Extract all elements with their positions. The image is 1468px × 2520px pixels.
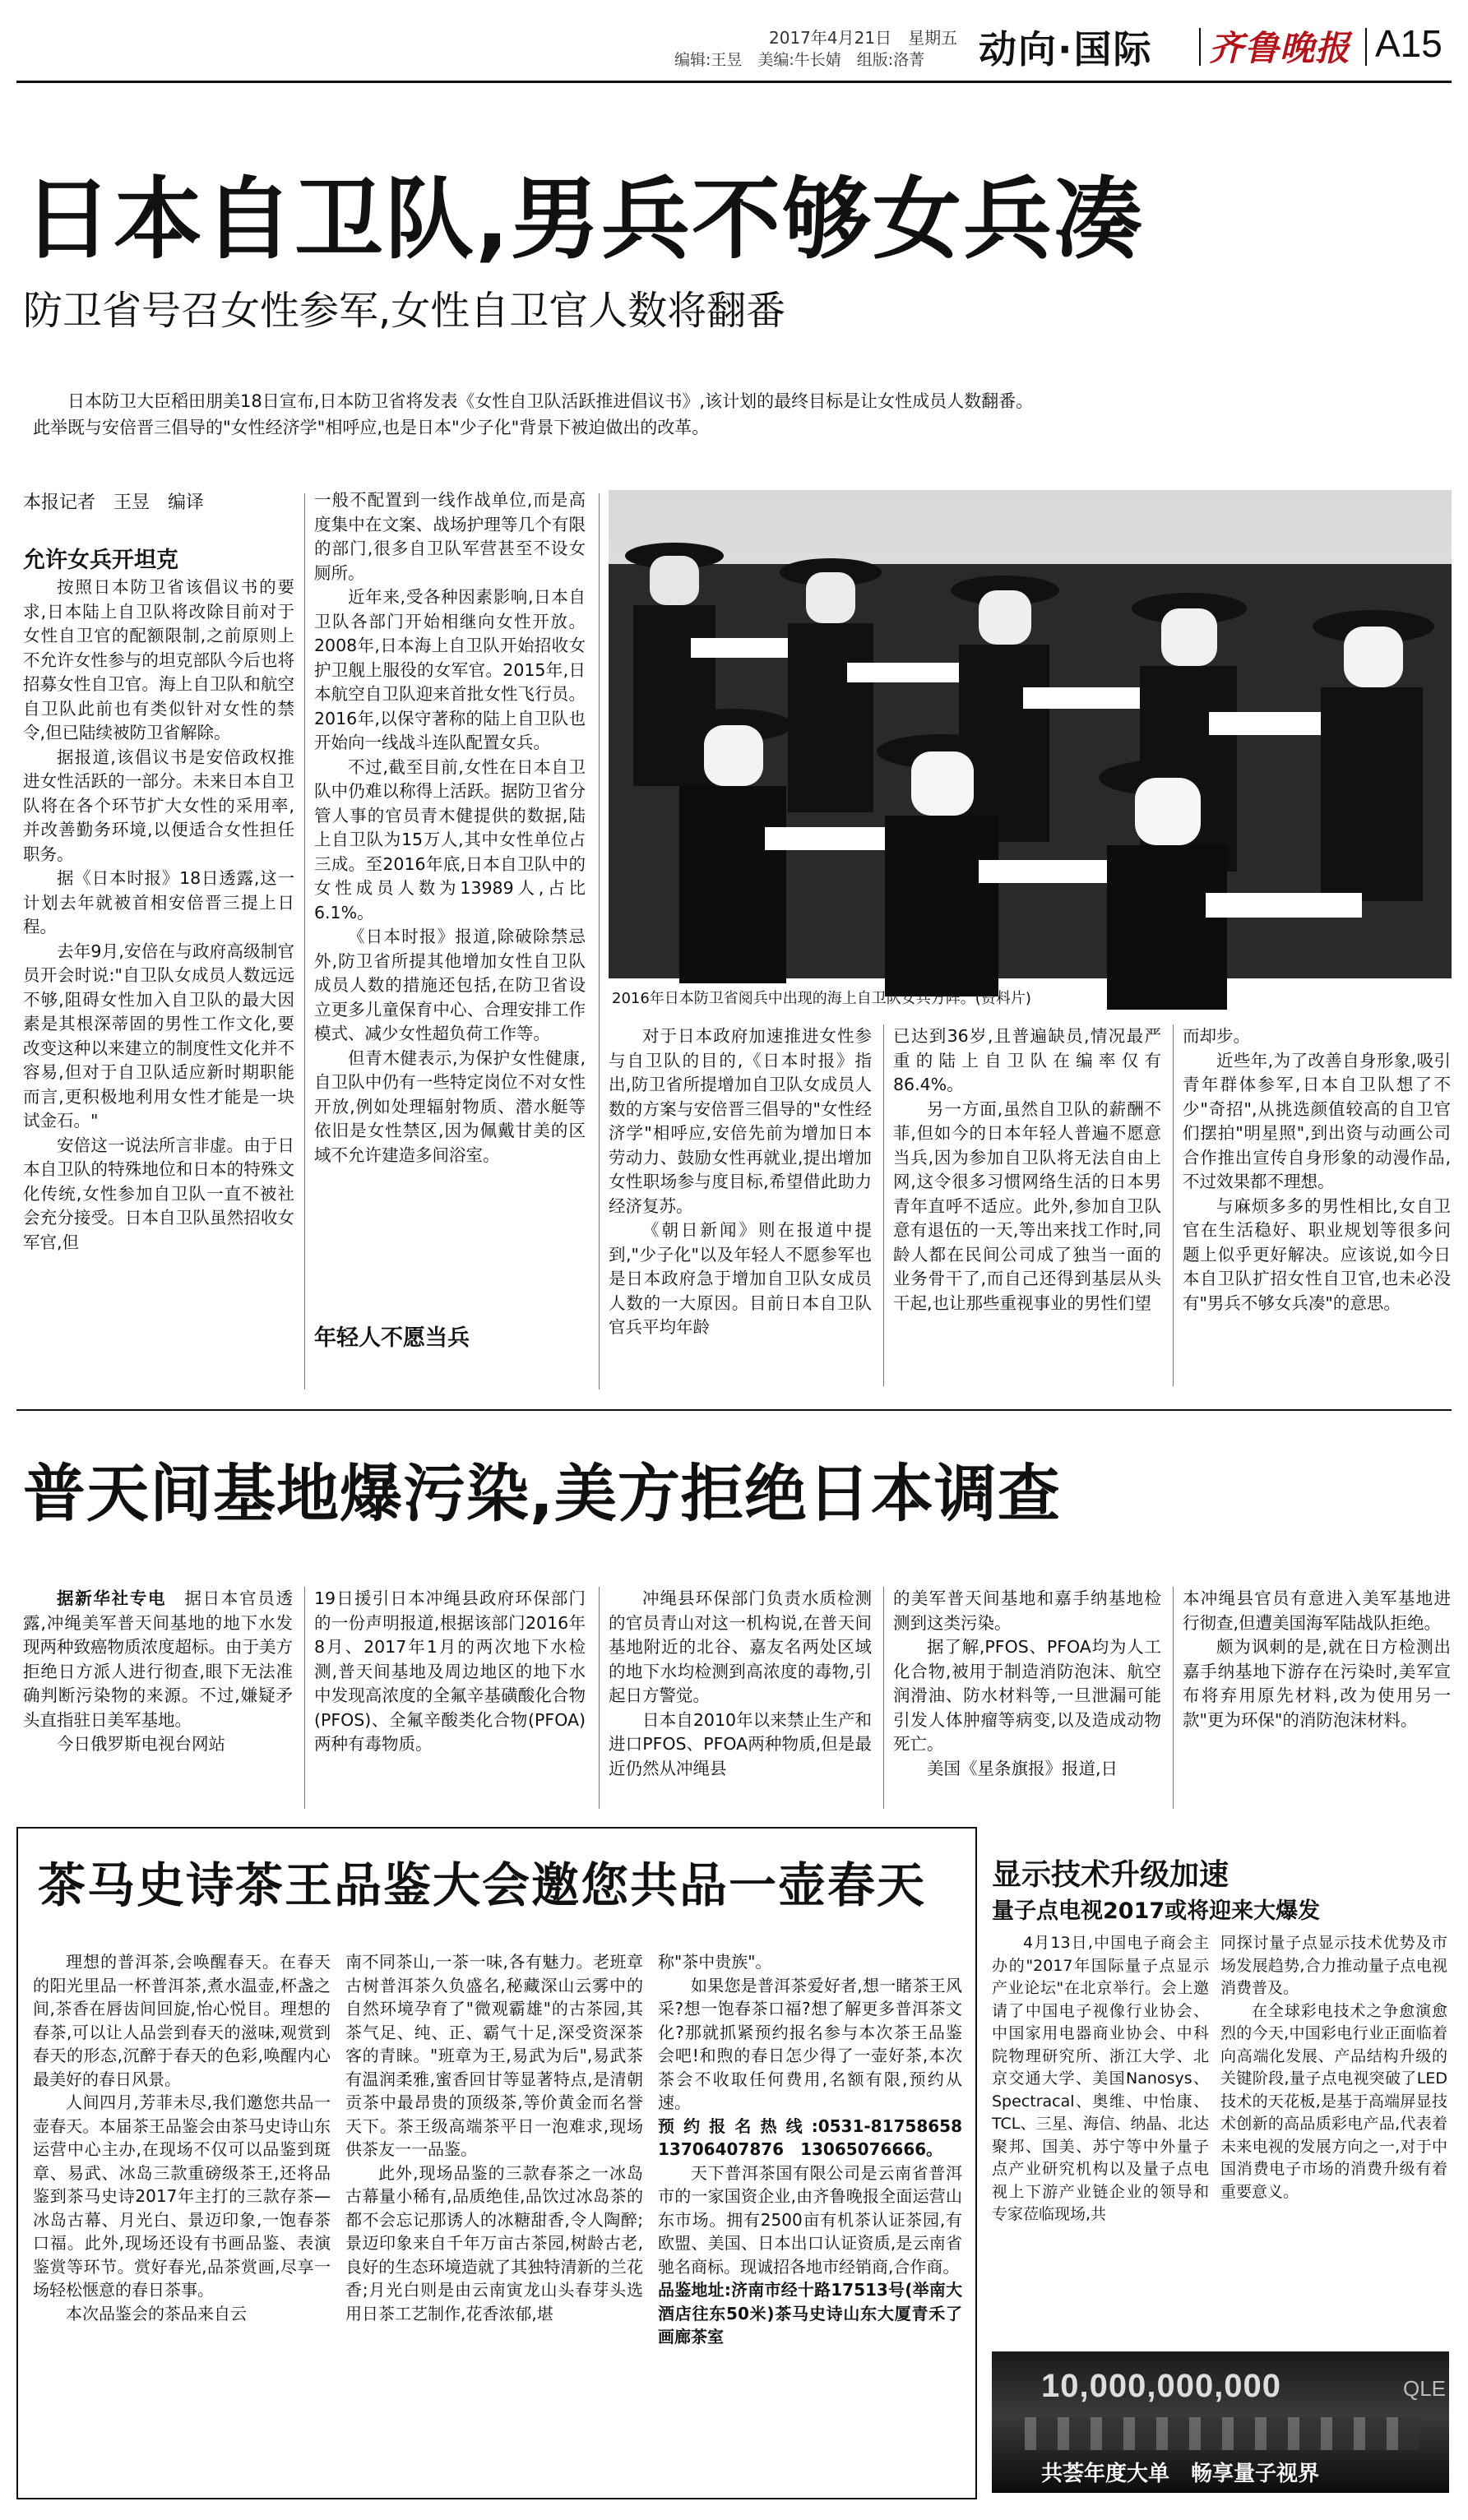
paragraph: 但青木健表示,为保护女性健康,自卫队中仍有一些特定岗位不对女性开放,例如处理辐射物质、潜水艇等依旧是女性禁区,因为佩戴甘美的区域不允许建造多间浴室。 xyxy=(314,1047,586,1165)
banner-stage-lights xyxy=(1025,2417,1419,2450)
page-number: A15 xyxy=(1375,22,1443,65)
paragraph: 在全球彩电技术之争愈演愈烈的今天,中国彩电行业正面临着向高端化发展、产品结构升级的关键阶段,量子点电视突破了LED技术的天花板,是基于高端屏显技术创新的高品质彩电产品,代表着未来电视的发展方向之一,对于中国消费电子市场的消费升级有着重要意义。 xyxy=(1220,2001,1447,2201)
paragraph: 据《日本时报》18日透露,这一计划去年就被首相安倍晋三提上日程。 xyxy=(23,868,294,936)
parade-photo xyxy=(609,490,1452,978)
address-label: 品鉴地址: xyxy=(658,2280,731,2300)
tea-ad-column-2 xyxy=(345,1950,643,2493)
paragraph: 如果您是普洱茶爱好者,想一睹茶王风采?想一饱春茶口福?想了解更多普洱茶文化?那就抓紧预约报名参与本次茶王品鉴会吧!和煦的春日怎少得了一壶好茶,本次茶会不收取任何费用,名额有限,预约从速。 xyxy=(658,1975,962,2112)
paragraph: 近些年,为了改善自身形象,吸引青年群体参军,日本自卫队想了不少"奇招",从挑选颜值较高的自卫官们摆拍"明星照",到出资与动画公司合作推出宣传自身形象的动漫作品,不过效果都不理想。 xyxy=(1183,1050,1451,1191)
paragraph: 称"茶中贵族"。 xyxy=(658,1952,772,1972)
paragraph: 而却步。 xyxy=(1183,1026,1250,1046)
paragraph: 一般不配置到一线作战单位,而是高度集中在文案、战场护理等几个有限的部门,很多自卫队军营甚至不设女厕所。 xyxy=(314,490,586,583)
paragraph: 另一方面,虽然自卫队的薪酬不菲,但如今的日本年轻人普遍不愿意当兵,因为参加自卫队将无法自由上网,这令很多习惯网络生活的日本男青年直呼不适应。此外,参加自卫队意有退伍的一天,等出来找工作时,同龄人都在民间公司成了独当一面的业务骨干了,而自己还得到基层从头干起,也让那些重视事业的男性们望 xyxy=(893,1098,1161,1313)
column-divider xyxy=(599,1587,600,1809)
hotline-label: 预约报名热线: xyxy=(658,2115,818,2136)
paragraph: 天下普洱茶国有限公司是云南省普洱市的一家国资企业,由齐鲁晚报全面运营山东市场。拥有2500亩有机茶认证茶园,有欧盟、美国、日本出口认证资质,是云南省驰名商标。现诚招各地市经销商,合作商。 xyxy=(658,2162,962,2277)
paragraph: 今日俄罗斯电视台网站 xyxy=(57,1734,225,1754)
tv-ad-subheadline: 量子点电视2017或将迎来大爆发 xyxy=(992,1898,1321,1924)
paragraph: 对于日本政府加速推进女性参与自卫队的目的,《日本时报》指出,防卫省所提增加自卫队女成员人数的方案与安倍晋三倡导的"女性经济学"相呼应,安倍先前为增加日本劳动力、鼓励女性再就业,提出增加女性职场参与度目标,希望借此助力经济复苏。 xyxy=(609,1026,872,1216)
tv-ad-column-2 xyxy=(1220,1932,1447,2343)
subhead-young-people: 年轻人不愿当兵 xyxy=(314,1325,470,1351)
tv-ad-banner xyxy=(992,2351,1449,2493)
paragraph: 据日本官员透露,冲绳美军普天间基地的地下水发现两种致癌物质浓度超标。由于美方拒绝日方派人进行彻查,眼下无法准确判断污染物的来源。不过,嫌疑矛头直指驻日美军基地。 xyxy=(23,1588,294,1730)
byline: 本报记者 王昱 编译 xyxy=(23,492,205,513)
editor-credits: 编辑:王昱 美编:牛长婧 组版:洛菁 xyxy=(674,51,925,69)
paragraph: 的美军普天间基地和嘉手纳基地检测到这类污染。 xyxy=(893,1588,1161,1633)
address: 济南市经十路17513号(举南大酒店往东50米)茶马史诗山东大厦青禾了画廊茶室 xyxy=(658,2280,962,2347)
paragraph: 冲绳县环保部门负责水质检测的官员青山对这一机构说,在普天间基地附近的北谷、嘉友名两处区域的地下水均检测到高浓度的毒物,引起日方警觉。 xyxy=(609,1588,872,1705)
paragraph: 颇为讽刺的是,就在日方检测出嘉手纳基地下游存在污染时,美军宣布将弃用原先材料,改为使用另一款"更为环保"的消防泡沫材料。 xyxy=(1183,1637,1451,1730)
tv-ad-headline: 显示技术升级加速 xyxy=(992,1858,1230,1892)
subhead-female-tanks: 允许女兵开坦克 xyxy=(23,548,178,573)
section-rule xyxy=(16,1409,1452,1411)
column-divider xyxy=(599,493,600,1389)
byline-2: 据新华社专电 xyxy=(57,1588,167,1608)
story1-column-4 xyxy=(893,1024,1161,1386)
column-divider xyxy=(883,1024,884,1386)
story2-column-1 xyxy=(23,1587,293,1809)
story1-column-1 xyxy=(23,546,294,1385)
headline-2: 普天间基地爆污染,美方拒绝日本调查 xyxy=(23,1457,1061,1530)
column-divider xyxy=(1173,1024,1174,1386)
banner-number: 10,000,000,000 xyxy=(1041,2368,1282,2404)
story1-column-5 xyxy=(1183,1024,1451,1386)
paragraph: 按照日本防卫省该倡议书的要求,日本陆上自卫队将改除目前对于女性自卫官的配额限制,之前原则上不允许女性参与的坦克部队今后也将招募女性自卫官。海上自卫队和航空自卫队此前也有类似针对女性的禁令,但已陆续被防卫省解除。 xyxy=(23,577,294,742)
paragraph: 据了解,PFOS、PFOA均为人工化合物,被用于制造消防泡沫、航空润滑油、防水材料等,一旦泄漏可能引发人体肿瘤等病变,以及造成动物死亡。 xyxy=(893,1637,1161,1754)
story1-column-3 xyxy=(609,1024,872,1386)
paragraph: 人间四月,芳菲未尽,我们邀您共品一壶春天。本届茶王品鉴会由茶马史诗山东运营中心主办,在现场不仅可以品鉴到斑章、易武、冰岛三款重磅级茶王,还将品鉴到茶马史诗2017年主打的三款存茶—冰岛古幕、月光白、景迈印象,一饱春茶口福。此外,现场还设有书画品鉴、表演鉴赏等环节。赏好春光,品茶赏画,尽享一场轻松惬意的春日茶事。 xyxy=(33,2092,331,2300)
paragraph: 19日援引日本冲绳县政府环保部门的一份声明报道,根据该部门2016年8月、2017年1月的两次地下水检测,普天间基地及周边地区的地下水中发现高浓度的全氟辛基磺酸化合物(PFOS)、全氟辛酸类化合物(PFOA)两种有毒物质。 xyxy=(314,1588,586,1754)
tea-ad-headline: 茶马史诗茶王品鉴大会邀您共品一壶春天 xyxy=(38,1857,927,1913)
story2-column-3 xyxy=(609,1587,872,1809)
paragraph: 本冲绳县官员有意进入美军基地进行彻查,但遭美国海军陆战队拒绝。 xyxy=(1183,1588,1451,1633)
column-divider xyxy=(883,1587,884,1809)
tea-ad-column-3 xyxy=(658,1950,979,2493)
story2-column-4 xyxy=(893,1587,1161,1809)
paragraph: 已达到36岁,且普遍缺员,情况最严重的陆上自卫队在编率仅有86.4%。 xyxy=(893,1026,1161,1094)
paragraph: 同探讨量子点显示技术优势及市场发展趋势,合力推动量子点电视消费普及。 xyxy=(1220,1934,1447,1997)
newspaper-logo: 齐鲁晚报 xyxy=(1209,28,1351,68)
story1-column-2 xyxy=(314,488,586,1360)
paragraph: 安倍这一说法所言非虚。由于日本自卫队的特殊地位和日本的特殊文化传统,女性参加自卫队一直不被社会充分接受。日本自卫队虽然招收女军官,但 xyxy=(23,1135,294,1252)
column-divider xyxy=(1173,1587,1174,1809)
header-rule xyxy=(16,81,1452,83)
paragraph: 本次品鉴会的茶品来自云 xyxy=(66,2303,247,2323)
story2-column-2 xyxy=(314,1587,586,1809)
paragraph: 美国《星条旗报》报道,日 xyxy=(927,1758,1118,1778)
paragraph: 去年9月,安倍在与政府高级制官员开会时说:"自卫队女成员人数远远不够,阻碍女性加入自卫队的最大因素是其根深蒂固的男性工作文化,要改变这种以来建立的制度性文化并不容易,但对于自卫队适应新时期职能而言,更积极地利用女性才能是一块试金石。" xyxy=(23,941,294,1131)
subheadline: 防卫省号召女性参军,女性自卫官人数将翻番 xyxy=(23,288,786,334)
header-divider xyxy=(1365,28,1367,66)
column-divider xyxy=(304,493,305,1389)
tv-ad-column-1 xyxy=(992,1932,1209,2343)
paragraph: 此外,现场品鉴的三款春茶之一冰岛古幕量小稀有,品质绝佳,品饮过冰岛茶的都不会忘记那诱人的冰糖甜香,令人陶醉;景迈印象来自千年万亩古茶园,树龄古老,良好的生态环境造就了其独特清新的兰花香;月光白则是由云南寅龙山头春芽头选用日茶工艺制作,花香浓郁,堪 xyxy=(345,2162,643,2323)
lead-paragraph: 日本防卫大臣稻田朋美18日宣布,日本防卫省将发表《女性自卫队活跃推进倡议书》,该计划的最终目标是让女性成员人数翻番。此举既与安倍晋三倡导的"女性经济学"相呼应,也是日本"少子化"背景下被迫做出的改革。 xyxy=(33,391,1034,437)
paragraph: 《朝日新闻》则在报道中提到,"少子化"以及年轻人不愿参军也是日本政府急于增加自卫队女成员人数的一大原因。目前日本自卫队官兵平均年龄 xyxy=(609,1220,872,1337)
headline: 日本自卫队,男兵不够女兵凑 xyxy=(23,169,1145,271)
paragraph: 不过,截至目前,女性在日本自卫队中仍难以称得上活跃。据防卫省分管人事的官员青木健提供的数据,陆上自卫队为15万人,其中女性单位占三成。至2016年底,日本自卫队中的女性成员人数为13989人,占比6.1%。 xyxy=(314,756,586,922)
paragraph: 南不同茶山,一茶一味,各有魅力。老班章古树普洱茶久负盛名,秘藏深山云雾中的自然环境孕育了"微观霸雄"的古茶园,其茶气足、纯、正、霸气十足,深受资深茶客的青睐。"班章为王,易武为后",易武茶有温润柔雅,蜜香回甘等显著特点,是清朝贡茶中最昂贵的顶级茶,等价黄金而名誉天下。茶王级高端茶平日一泡难求,现场供茶友一一品鉴。 xyxy=(345,1952,643,2159)
issue-date: 2017年4月21日 星期五 xyxy=(769,28,958,48)
section-title: 动向·国际 xyxy=(979,27,1153,72)
paragraph: 与麻烦多多的男性相比,女自卫官在生活稳好、职业规划等很多问题上似乎更好解决。应该说,如今日本自卫队扩招女性自卫官,也未必没有"男兵不够女兵凑"的意思。 xyxy=(1183,1195,1451,1313)
paragraph: 近年来,受各种因素影响,日本自卫队各部门开始相继向女性开放。2008年,日本海上自卫队开始招收女护卫舰上服役的女军官。2015年,日本航空自卫队迎来首批女性飞行员。2016年,以保守著称的陆上自卫队也开始向一线战斗连队配置女兵。 xyxy=(314,587,586,752)
story2-column-5 xyxy=(1183,1587,1451,1809)
tea-ad-column-1 xyxy=(33,1950,331,2493)
paragraph: 据报道,该倡议书是安倍政权推进女性活跃的一部分。未来日本自卫队将在各个环节扩大女性的采用率,并改善勤务环境,以便适合女性担任职务。 xyxy=(23,747,294,864)
paragraph: 4月13日,中国电子商会主办的"2017年国际量子点显示产业论坛"在北京举行。会上邀请了中国电子视像行业协会、中国家用电器商业协会、中科院物理研究所、浙江大学、北京交通大学、美国Nanosys、Spectracal、奥维、中怡康、TCL、三星、海信、纳晶、北达聚邦、国美、苏宁等中外量子点产业研究机构以及量子点电视上下游产业链企业的领导和专家莅临现场,共 xyxy=(992,1934,1209,2223)
column-divider xyxy=(304,1587,305,1809)
photo-caption: 2016年日本防卫省阅兵中出现的海上自卫队女兵方阵。(资料片) xyxy=(612,990,1031,1007)
banner-corner-text: QLE xyxy=(1403,2376,1447,2401)
hotline-numbers: 0531-81758658 13706407876 13065076666。 xyxy=(658,2115,979,2159)
header-divider xyxy=(1199,28,1201,66)
photo-illustration xyxy=(609,490,1452,978)
paragraph: 日本自2010年以来禁止生产和进口PFOS、PFOA两种物质,但是最近仍然从冲绳县 xyxy=(609,1709,872,1778)
paragraph: 理想的普洱茶,会唤醒春天。在春天的阳光里品一杯普洱茶,煮水温壶,杯盏之间,茶香在唇齿间回旋,怡心悦目。理想的春茶,可以让人品尝到春天的滋味,观赏到春天的形态,沉醉于春天的色彩,唤醒内心最美好的春日风景。 xyxy=(33,1952,331,2089)
banner-slogan: 共荟年度大单 畅享量子视界 xyxy=(1041,2462,1320,2486)
paragraph: 《日本时报》报道,除破除禁忌外,防卫省所提其他增加女性自卫队成员人数的措施还包括,在防卫省设立更多儿童保育中心、合理安排工作模式、减少女性超负荷工作等。 xyxy=(314,927,586,1043)
